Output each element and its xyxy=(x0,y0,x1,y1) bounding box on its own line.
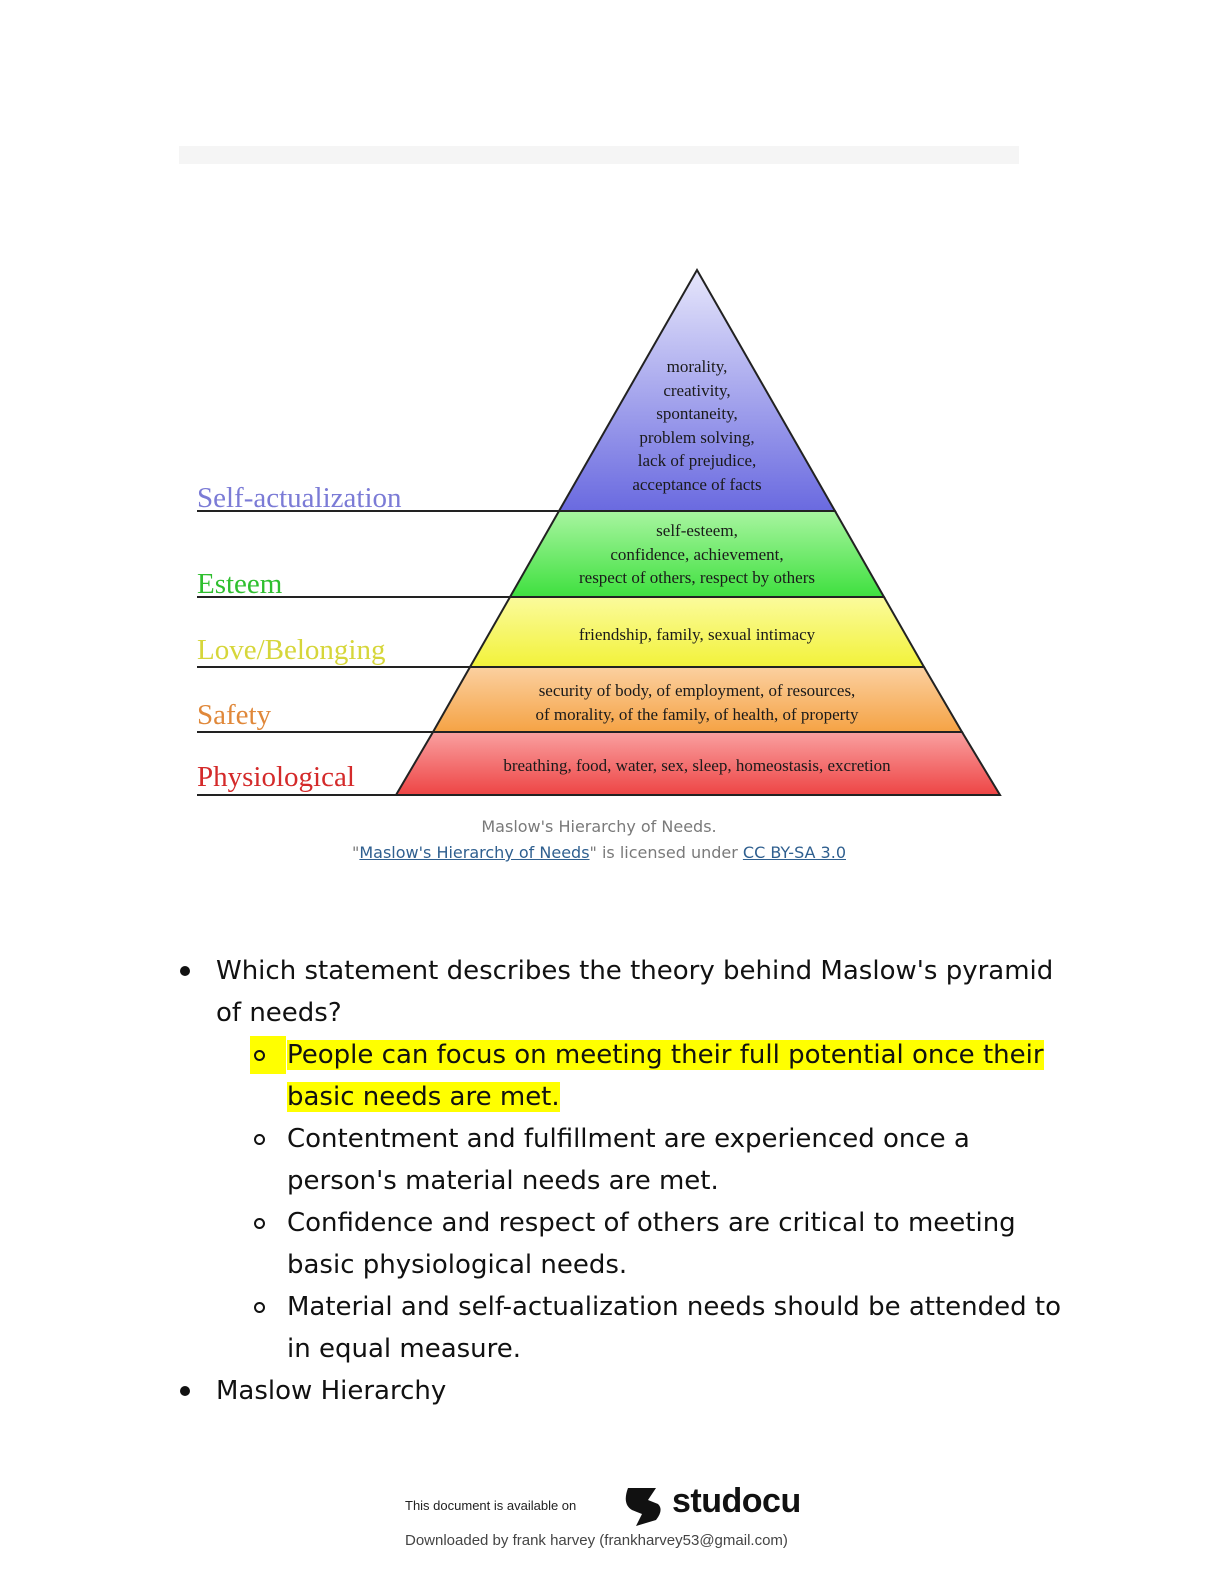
maslow-hierarchy-item xyxy=(176,1370,1076,1412)
option-ring-icon xyxy=(254,1302,265,1313)
label-physiological: Physiological xyxy=(197,761,355,793)
maslow-hierarchy-text: Maslow Hierarchy xyxy=(216,1376,447,1406)
desc-safety-line-1: security of body, of employment, of resources, xyxy=(538,681,856,700)
figure-caption-title: Maslow's Hierarchy of Needs. xyxy=(481,817,717,836)
answer-option-2 xyxy=(176,1118,1076,1202)
desc-love-line-1: friendship, family, sexual intimacy xyxy=(578,625,816,644)
desc-self-line-3: spontaneity, xyxy=(656,404,738,423)
option-ring-icon xyxy=(254,1134,265,1145)
footer-downloaded-text: Downloaded by frank harvey (frankharvey53@gmail.com) xyxy=(405,1532,788,1549)
desc-self-line-1: morality, xyxy=(666,357,728,376)
question-text: Which statement describes the theory behind Maslow's pyramid of needs? xyxy=(216,956,1054,1028)
desc-esteem-line-3: respect of others, respect by others xyxy=(578,568,816,587)
label-safety: Safety xyxy=(197,699,272,731)
option-ring-icon xyxy=(254,1218,265,1229)
bullet-dot xyxy=(180,1386,190,1396)
studocu-logo-icon xyxy=(618,1480,668,1530)
answer-options xyxy=(176,1034,1076,1370)
desc-self-line-6: acceptance of facts xyxy=(632,475,762,494)
source-link[interactable]: Maslow's Hierarchy of Needs xyxy=(359,843,590,862)
desc-self-line-5: lack of prejudice, xyxy=(637,451,757,470)
answer-option-text: People can focus on meeting their full potential once their basic needs are met. xyxy=(287,1040,1044,1112)
answer-option-text: Material and self-actualization needs should be attended to in equal measure. xyxy=(287,1292,1061,1364)
answer-option-text: Contentment and fulfillment are experienced once a person's material needs are met. xyxy=(287,1124,970,1196)
question-block xyxy=(176,950,1076,1412)
label-esteem: Esteem xyxy=(197,568,283,600)
answer-option-text: Confidence and respect of others are critical to meeting basic physiological needs. xyxy=(287,1208,1016,1280)
question-item xyxy=(176,950,1076,1034)
desc-safety-line-2: of morality, of the family, of health, of property xyxy=(535,705,859,724)
answer-option-1 xyxy=(176,1034,1076,1118)
answer-option-3 xyxy=(176,1202,1076,1286)
desc-esteem-line-2: confidence, achievement, xyxy=(610,545,784,564)
license-link[interactable]: CC BY-SA 3.0 xyxy=(742,843,846,862)
desc-esteem-line-1: self-esteem, xyxy=(656,521,738,540)
desc-self-line-4: problem solving, xyxy=(639,428,755,447)
desc-phys-line-1: breathing, food, water, sex, sleep, homeostasis, excretion xyxy=(503,756,891,775)
caption-quote-open: " xyxy=(352,843,360,862)
label-self-actualization: Self-actualization xyxy=(197,482,402,514)
footer-available-text: This document is available on xyxy=(405,1498,577,1513)
figure-caption-license xyxy=(0,843,1198,862)
desc-self-line-2: creativity, xyxy=(663,381,731,400)
answer-option-4 xyxy=(176,1286,1076,1370)
caption-mid-text: " is licensed under xyxy=(589,843,743,862)
option-ring-icon xyxy=(254,1050,265,1061)
studocu-brand[interactable]: studocu xyxy=(672,1482,801,1520)
label-love-belonging: Love/Belonging xyxy=(197,634,386,666)
bullet-dot xyxy=(180,966,190,976)
